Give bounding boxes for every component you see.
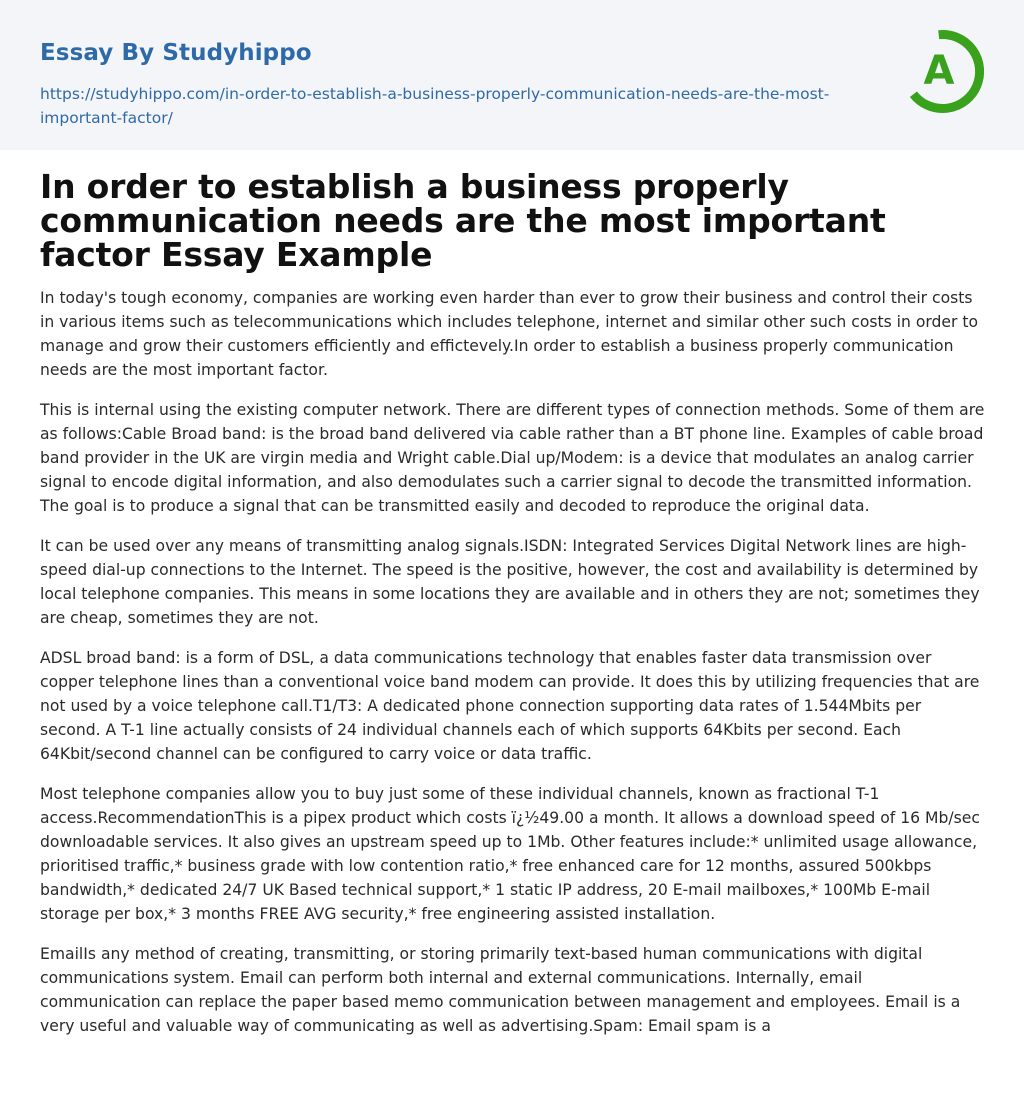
essay-paragraph-4: ADSL broad band: is a form of DSL, a data communications technology that enables faster data transmission over copper telephone lines than a conventional voice band modem can provide. It does this by utilizing frequencies that are not used by a voice telephone call.T1/T3: A dedicated phone connection supporting data rates of 1.544Mbits per second. A T-1 line actually consists of 24 individual channels each of which supports 64Kbits per second. Each 64Kbit/second channel can be configured to carry voice or data traffic. bbox=[40, 649, 980, 763]
essay-paragraph-1: In today's tough economy, companies are working even harder than ever to grow their business and control their costs in various items such as telecommunications which includes telephone, internet and similar other such costs in order to manage and grow their customers efficiently and effictevely.In order to establish a business properly communication needs are the most important factor. bbox=[40, 289, 979, 379]
site-header bbox=[0, 0, 1024, 150]
essay-paragraph-2: This is internal using the existing computer network. There are different types of connection methods. Some of them are as follows:Cable Broad band: is the broad band delivered via cable rather than a BT phone line. Examples of cable broad band provider in the UK are virgin media and Wright cable.Dial up/Modem: is a device that modulates an analog carrier signal to encode digital information, and also demodulates such a carrier signal to decode the transmitted information. The goal is to produce a signal that can be transmitted easily and decoded to reproduce the original data. bbox=[40, 401, 985, 515]
essay-paragraph-3: It can be used over any means of transmitting analog signals.ISDN: Integrated Services Digital Network lines are high-speed dial-up connections to the Internet. The speed is the positive, however, the cost and availability is determined by local telephone companies. This means in some locations they are available and in others they are not; sometimes they are cheap, sometimes they are not. bbox=[40, 537, 980, 627]
essay-content bbox=[40, 167, 985, 1054]
essay-paragraph-5: Most telephone companies allow you to buy just some of these individual channels, known as fractional T-1 access.RecommendationThis is a pipex product which costs ï¿½49.00 a month. It allows a download speed of 16 Mb/sec downloadable services. It also gives an upstream speed up to 1Mb. Other features include:* unlimited usage allowance, prioritised traffic,* business grade with low contention ratio,* free enhanced care for 12 months, assured 500kbps bandwidth,* dedicated 24/7 UK Based technical support,* 1 static IP address, 20 E-mail mailboxes,* 100Mb E-mail storage per box,* 3 months FREE AVG security,* free engineering assisted installation. bbox=[40, 785, 980, 923]
essay-title: In order to establish a business properly communication needs are the most important factor Essay Example bbox=[40, 167, 886, 274]
essay-url-link[interactable]: https://studyhippo.com/in-order-to-establish-a-business-properly-communication-needs-are-the-most-important-factor/ bbox=[40, 85, 830, 127]
logo-letter: A bbox=[923, 48, 955, 94]
site-brand[interactable]: Essay By Studyhippo bbox=[40, 40, 312, 66]
essay-paragraph-6: EmailIs any method of creating, transmitting, or storing primarily text-based human communications with digital communications system. Email can perform both internal and external communications. Internally, email communication can replace the paper based memo communication between management and employees. Email is a very useful and valuable way of communicating as well as advertising.Spam: Email spam is a bbox=[40, 945, 961, 1035]
studyhippo-a-logo-icon[interactable] bbox=[908, 28, 986, 116]
